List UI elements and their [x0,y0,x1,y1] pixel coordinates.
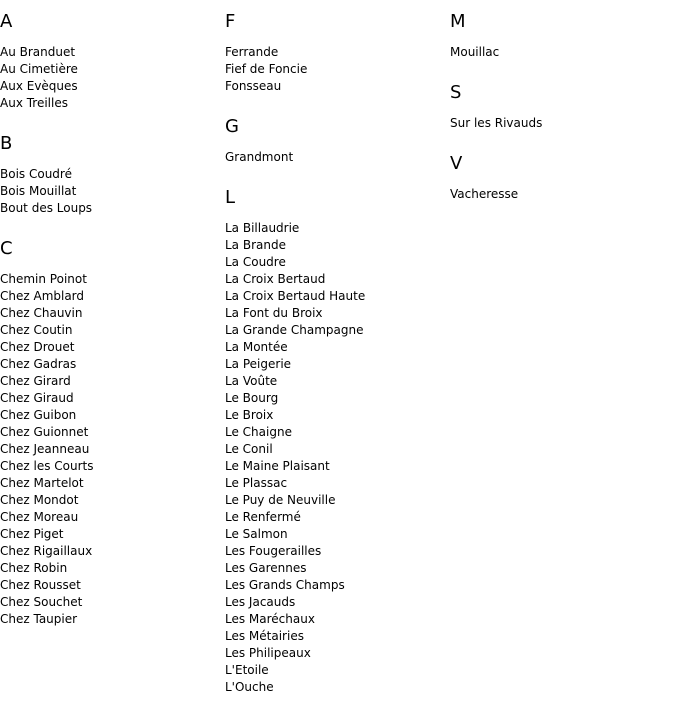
place-list [450,44,670,61]
place-name: Chez Amblard [0,289,85,303]
place-list [225,149,445,166]
letter-group [450,12,670,61]
place-name: Chez Souchet [0,595,83,609]
place-name: Les Garennes [225,561,307,575]
place-name: La Grande Champagne [225,323,364,337]
place-list [0,271,220,628]
index-column-1 [0,12,220,650]
place-name: Chez Rousset [0,578,81,592]
place-name: Le Maine Plaisant [225,459,330,473]
place-name: Fief de Foncie [225,62,308,76]
place-name: Chez Moreau [0,510,79,524]
place-name: Les Maréchaux [225,612,315,626]
place-name: L'Etoile [225,663,269,677]
place-name: L'Ouche [225,680,274,694]
place-name: Le Puy de Neuville [225,493,336,507]
place-name: Le Conil [225,442,273,456]
place-name: Au Branduet [0,45,76,59]
place-name: Chez Piget [0,527,64,541]
place-name: La Brande [225,238,286,252]
place-name: Aux Treilles [0,96,68,110]
place-name: Sur les Rivauds [450,116,543,130]
place-name: Ferrande [225,45,279,59]
place-name: Chez Robin [0,561,68,575]
place-name: La Peigerie [225,357,292,371]
place-name: Aux Evèques [0,79,78,93]
place-name: Chez Drouet [0,340,75,354]
place-list [225,44,445,95]
place-name: Fonsseau [225,79,282,93]
place-name: Chez Jeanneau [0,442,90,456]
letter-heading: S [450,82,462,103]
place-name: Grandmont [225,150,294,164]
letter-group [0,239,220,628]
letter-heading: A [0,11,13,32]
place-name: Les Métairies [225,629,304,643]
place-name: Chez Taupier [0,612,78,626]
place-name: Au Cimetière [0,62,78,76]
place-name: Les Philipeaux [225,646,311,660]
letter-group [0,134,220,217]
place-name: La Croix Bertaud [225,272,326,286]
place-name: La Billaudrie [225,221,300,235]
letter-group [225,12,445,95]
place-name: Mouillac [450,45,500,59]
place-name: Chez Mondot [0,493,79,507]
place-name: Chez Rigaillaux [0,544,93,558]
place-name: La Voûte [225,374,278,388]
place-name: Chez Coutin [0,323,73,337]
place-name: Les Jacauds [225,595,296,609]
place-name: Chez les Courts [0,459,94,473]
place-name: Les Fougerailles [225,544,322,558]
place-name: Chez Chauvin [0,306,83,320]
letter-heading: M [450,11,466,32]
letter-group [0,12,220,112]
letter-heading: G [225,116,239,137]
letter-group [450,83,670,132]
place-name: La Croix Bertaud Haute [225,289,366,303]
place-name: Le Renfermé [225,510,301,524]
place-name: Vacheresse [450,187,519,201]
letter-heading: V [450,153,463,174]
place-name: Le Plassac [225,476,288,490]
letter-heading: C [0,238,13,259]
place-name: La Font du Broix [225,306,323,320]
place-name: La Coudre [225,255,286,269]
letter-group [225,188,445,696]
place-name: Le Salmon [225,527,288,541]
index-column-3 [450,12,670,225]
place-list [450,115,670,132]
place-list [0,166,220,217]
place-name: Chez Martelot [0,476,84,490]
place-name: Bout des Loups [0,201,93,215]
place-name: Le Bourg [225,391,279,405]
letter-heading: L [225,187,236,208]
place-name: Chez Gadras [0,357,77,371]
place-name: Bois Coudré [0,167,72,181]
place-name: Le Broix [225,408,274,422]
letter-heading: B [0,133,13,154]
place-name: Chez Guionnet [0,425,89,439]
letter-group [450,154,670,203]
place-name: Chez Giraud [0,391,74,405]
place-name: Chez Girard [0,374,71,388]
place-name: Chemin Poinot [0,272,87,286]
place-name: Le Chaigne [225,425,292,439]
place-name: La Montée [225,340,288,354]
place-name: Bois Mouillat [0,184,77,198]
index-column-2 [225,12,445,718]
place-list [450,186,670,203]
letter-group [225,117,445,166]
letter-heading: F [225,11,236,32]
place-name: Les Grands Champs [225,578,345,592]
place-list [0,44,220,112]
place-name: Chez Guibon [0,408,77,422]
place-list [225,220,445,696]
